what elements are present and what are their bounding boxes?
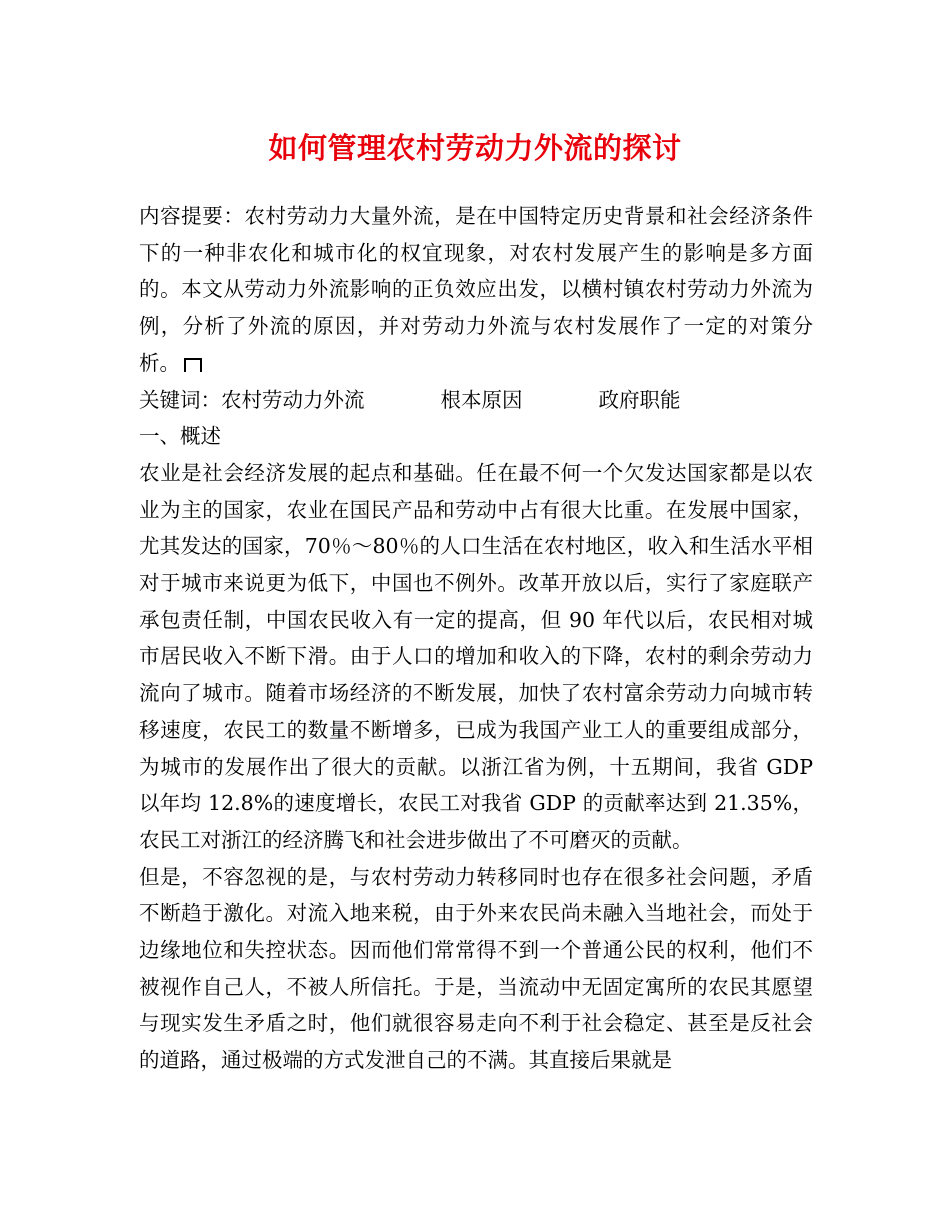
keyword-3: 政府职能 <box>598 387 681 412</box>
keyword-1: 农村劳动力外流 <box>221 387 365 412</box>
body-paragraph-2: 但是，不容忽视的是，与农村劳动力转移同时也存在很多社会问题，矛盾不断趋于激化。对流入地来税，由于外来农民尚未融入当地社会，而处于边缘地位和失控状态。因而他们常常得不到一个普通公民的权利，他们不被视作自己人，不被人所信托。于是，当流动中无固定寓所的农民其愿望与现实发生矛盾之时，他们就很容易走向不利于社会稳定、甚至是反社会的道路，通过极端的方式发泄自己的不满。其直接后果就是 <box>139 864 813 1073</box>
keyword-2: 根本原因 <box>440 387 523 412</box>
keywords-line <box>139 382 813 419</box>
abstract-paragraph <box>139 198 813 382</box>
keywords-label: 关键词： <box>139 387 221 412</box>
section-heading: 一、概述 <box>139 424 221 449</box>
bracket-mark-icon <box>184 358 202 372</box>
abstract-text: 内容提要：农村劳动力大量外流，是在中国特定历史背景和社会经济条件下的一种非农化和城市化的权宜现象，对农村发展产生的影响是多方面的。本文从劳动力外流影响的正负效应出发，以横村镇农村劳动力外流为例，分析了外流的原因，并对劳动力外流与农村发展作了一定的对策分析。 <box>139 204 813 375</box>
document-title: 如何管理农村劳动力外流的探讨 <box>268 131 682 165</box>
body-paragraph-1: 农业是社会经济发展的起点和基础。任在最不何一个欠发达国家都是以农业为主的国家，农业在国民产品和劳动中占有很大比重。在发展中国家，尤其发达的国家，70％～80％的人口生活在农村地区，收入和生活水平相对于城市来说更为低下，中国也不例外。改革开放以后，实行了家庭联产承包责任制，中国农民收入有一定的提高，但 90 年代以后，农民相对城市居民收入不断下滑。由于人口的增加和收入的下降，农村的剩余劳动力流向了城市。随着市场经济的不断发展，加快了农村富余劳动力向城市转移速度，农民工的数量不断增多，已成为我国产业工人的重要组成部分，为城市的发展作出了很大的贡献。以浙江省为例，十五期间，我省 GDP 以年均 12.8%的速度增长，农民工对我省 GDP 的贡献率达到 21.35%，农民工对浙江的经济腾飞和社会进步做出了不可磨灭的贡献。 <box>139 460 813 852</box>
document-body <box>139 198 813 1079</box>
